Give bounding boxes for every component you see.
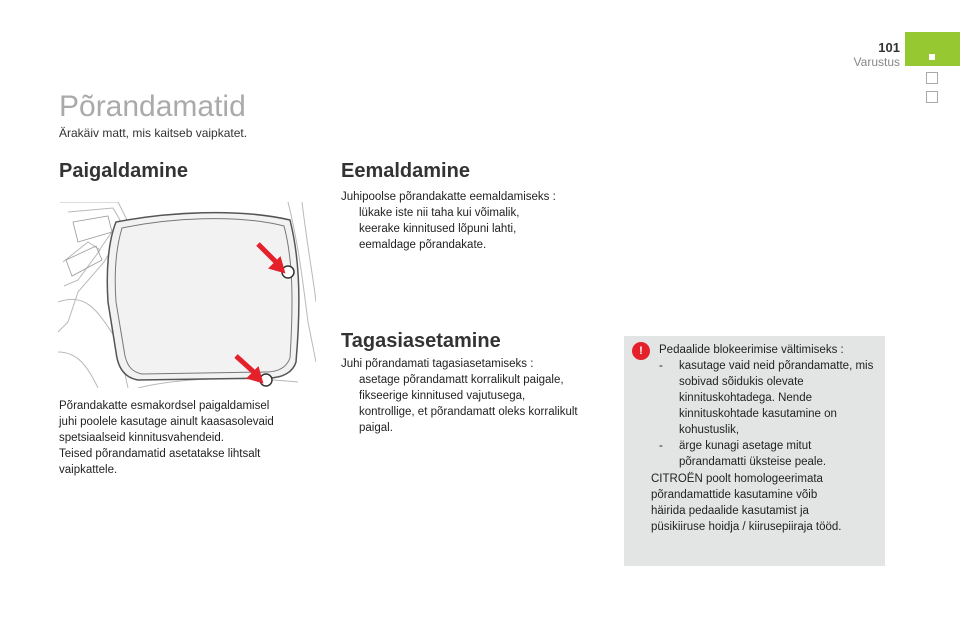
remove-intro: Juhipoolse põrandakatte eemaldamiseks : bbox=[341, 191, 556, 203]
install-line: juhi poolele kasutage ainult kaasasolevaid bbox=[59, 416, 274, 428]
list-item: lükake iste nii taha kui võimalik, bbox=[359, 207, 520, 219]
warning-note-line: püsikiiruse hoidja / kiirusepiiraja tööd. bbox=[651, 521, 842, 533]
install-heading: Paigaldamine bbox=[59, 160, 188, 182]
section-tab-2[interactable] bbox=[926, 72, 938, 84]
page-number: 101 bbox=[878, 40, 900, 55]
warning-note-line: häirida pedaalide kasutamist ja bbox=[651, 505, 809, 517]
section-name: Varustus bbox=[853, 55, 900, 69]
install-line: Teised põrandamatid asetatakse lihtsalt bbox=[59, 448, 261, 460]
dash-marker: - bbox=[659, 360, 663, 372]
exclamation-icon: ! bbox=[632, 342, 650, 360]
warning-note bbox=[651, 471, 877, 535]
install-line: spetsiaalseid kinnitusvahendeid. bbox=[59, 432, 224, 444]
list-item: kontrollige, et põrandamatt oleks korralikult paigal. bbox=[359, 406, 578, 434]
remove-heading: Eemaldamine bbox=[341, 160, 470, 182]
install-line: vaipkattele. bbox=[59, 464, 118, 476]
list-item: - ärge kunagi asetage mitut põrandamatti üksteise peale. bbox=[659, 440, 827, 468]
refit-steps bbox=[341, 372, 611, 436]
list-item: keerake kinnitused lõpuni lahti, bbox=[359, 223, 517, 235]
refit-intro: Juhi põrandamati tagasiasetamiseks : bbox=[341, 358, 534, 370]
list-item: - kasutage vaid neid põrandamatte, mis sobivad sõidukis olevate kinnituskohtadega. Nende kinnituskohtade kasutamine on kohustuslik, bbox=[659, 360, 874, 436]
warning-list bbox=[651, 358, 877, 470]
install-text bbox=[59, 398, 299, 478]
page-title: Põrandamatid bbox=[59, 90, 246, 123]
floor-mat-illustration bbox=[58, 202, 316, 388]
list-item: eemaldage põrandakate. bbox=[359, 239, 487, 251]
list-item: asetage põrandamatt korralikult paigale, bbox=[359, 374, 564, 386]
section-tab-active[interactable] bbox=[905, 32, 960, 66]
dash-marker: - bbox=[659, 440, 663, 452]
list-item: fikseerige kinnitused vajutusega, bbox=[359, 390, 526, 402]
warning-intro: Pedaalide blokeerimise vältimiseks : bbox=[659, 344, 844, 356]
install-line: Põrandakatte esmakordsel paigaldamisel bbox=[59, 400, 270, 412]
remove-steps bbox=[341, 205, 601, 253]
warning-note-line: põrandamattide kasutamine võib bbox=[651, 489, 818, 501]
page-subtitle: Ärakäiv matt, mis kaitseb vaipkatet. bbox=[59, 126, 248, 140]
refit-heading: Tagasiasetamine bbox=[341, 330, 501, 352]
warning-note-line: CITROËN poolt homologeerimata bbox=[651, 473, 823, 485]
section-tab-3[interactable] bbox=[926, 91, 938, 103]
